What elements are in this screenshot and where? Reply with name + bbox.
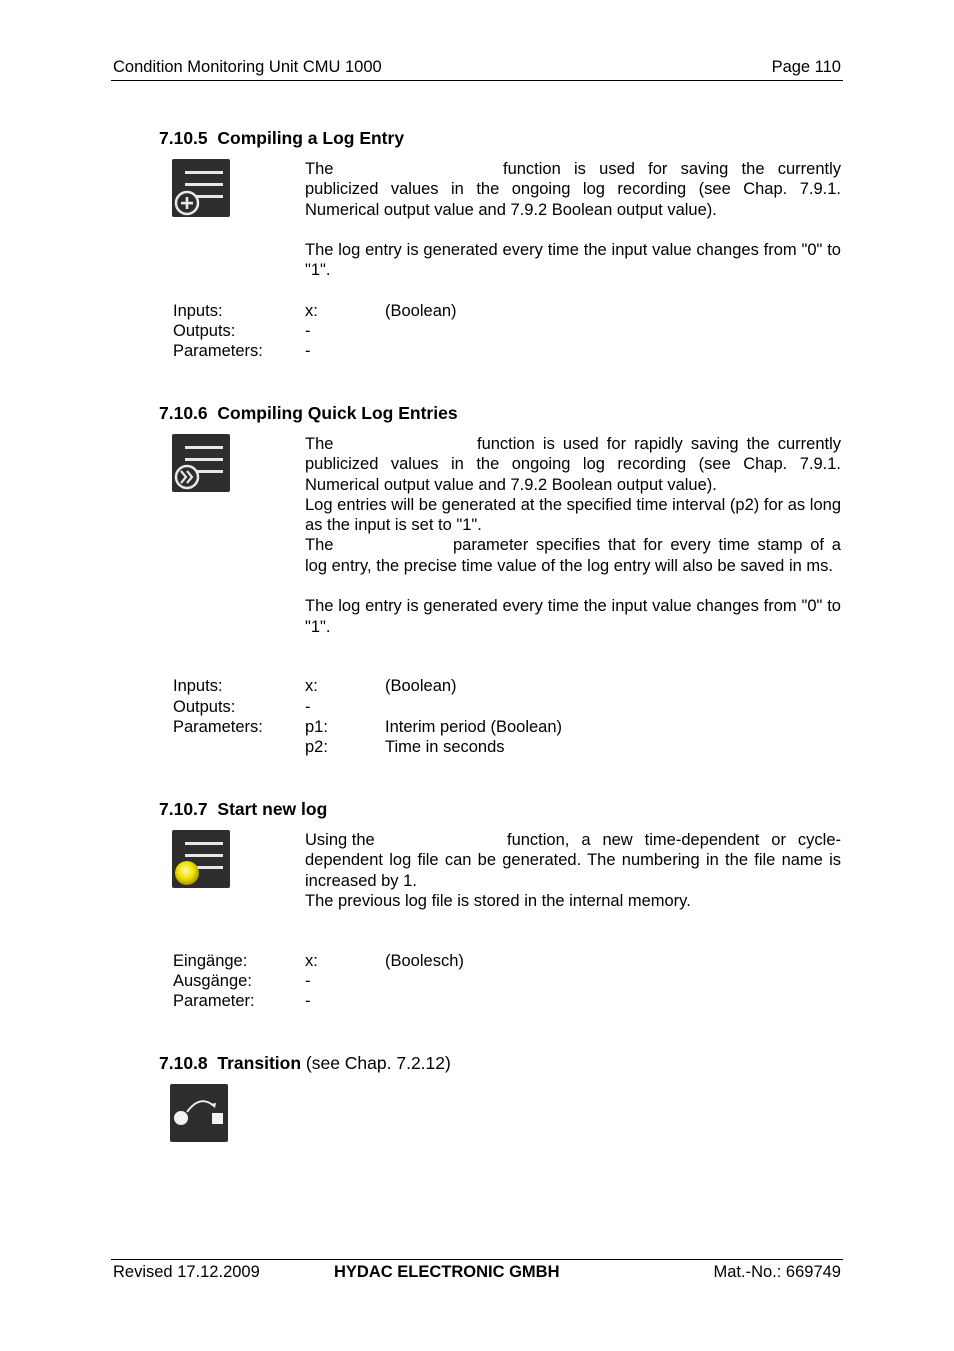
io-description: (Boolesch) bbox=[385, 952, 464, 970]
chapter-reference: (see Chap. 7.2.12) bbox=[305, 1053, 451, 1073]
io-label: Eingänge: bbox=[173, 952, 248, 970]
section-description: The function is used for saving the currently publicized values in the ongoing log recording (see Chap. 7.9.1. Numerical output value and 7.9.2 Boolean output value). The log entry is generated every time the input value changes from "0" to "1". bbox=[305, 160, 841, 280]
section-heading-7-10-8 bbox=[159, 1053, 451, 1074]
footer-rule bbox=[111, 1259, 843, 1260]
footer-revised-date: Revised 17.12.2009 bbox=[113, 1263, 260, 1281]
io-symbol: - bbox=[305, 342, 311, 360]
section-number: 7.10.8 bbox=[159, 1053, 208, 1073]
transition-icon bbox=[170, 1084, 228, 1142]
io-symbol: - bbox=[305, 698, 311, 716]
io-symbol: - bbox=[305, 322, 311, 340]
io-symbol: p1: bbox=[305, 718, 328, 736]
io-symbol: x: bbox=[305, 677, 318, 695]
section-description: Using the function, a new time-dependent or cycle- dependent log file can be generated. The numbering in the file name is increased by 1. The previous log file is stored in the internal memory. bbox=[305, 831, 841, 910]
section-description: The function is used for rapidly saving the currently publicized values in the ongoing log recording (see Chap. 7.9.1. Numerical output value and 7.9.2 Boolean output value). Log entries will be generated at the specified time interval (p2) for as long as the input is set to "1". The parameter specifies that for every time stamp of a log entry, the precise time value of the log entry will also be saved in ms. The log entry is generated every time the input value changes from "0" to "1". bbox=[305, 435, 841, 636]
text-span: function, a new time-dependent or cycle- bbox=[507, 831, 841, 849]
section-title: Compiling a Log Entry bbox=[217, 128, 405, 148]
io-symbol: x: bbox=[305, 302, 318, 320]
section-number: 7.10.5 bbox=[159, 128, 208, 148]
header-title: Condition Monitoring Unit CMU 1000 bbox=[113, 58, 382, 76]
io-description: Time in seconds bbox=[385, 738, 505, 756]
header-rule bbox=[111, 80, 843, 81]
io-description: Interim period (Boolean) bbox=[385, 718, 563, 736]
io-label: Outputs: bbox=[173, 322, 236, 340]
text-span: Using the bbox=[305, 831, 375, 849]
section-number: 7.10.6 bbox=[159, 403, 208, 423]
section-number: 7.10.7 bbox=[159, 799, 208, 819]
paragraph: The log entry is generated every time the input value changes from "0" to "1". bbox=[305, 597, 841, 636]
section-title: Transition bbox=[217, 1053, 302, 1073]
section-heading-7-10-7 bbox=[159, 799, 327, 820]
quick-log-entries-icon bbox=[172, 434, 230, 492]
text-span: The bbox=[305, 435, 334, 453]
section-title: Compiling Quick Log Entries bbox=[217, 403, 458, 423]
io-symbol: - bbox=[305, 972, 311, 990]
paragraph: The log entry is generated every time the input value changes from "0" to "1". bbox=[305, 241, 841, 280]
section-title: Start new log bbox=[217, 799, 328, 819]
paragraph: The previous log file is stored in the internal memory. bbox=[305, 891, 691, 910]
footer-company: HYDAC ELECTRONIC GMBH bbox=[334, 1263, 560, 1281]
io-label: Ausgänge: bbox=[173, 972, 252, 990]
paragraph: Log entries will be generated at the specified time interval (p2) for as long as the input is set to "1". bbox=[305, 495, 841, 535]
io-label: Outputs: bbox=[173, 698, 236, 716]
text-span: The bbox=[305, 536, 334, 555]
io-description: (Boolean) bbox=[385, 677, 457, 695]
io-symbol: - bbox=[305, 992, 311, 1010]
io-symbol: p2: bbox=[305, 738, 328, 756]
io-label: Inputs: bbox=[173, 677, 223, 695]
section-heading-7-10-6 bbox=[159, 403, 458, 424]
text-span: parameter specifies that for every time stamp of a bbox=[453, 536, 841, 555]
new-log-icon bbox=[172, 830, 230, 888]
io-label: Parameter: bbox=[173, 992, 255, 1010]
io-label: Inputs: bbox=[173, 302, 223, 320]
header-page-number: Page 110 bbox=[771, 58, 841, 76]
io-label: Parameters: bbox=[173, 342, 263, 360]
text-span: function is used for saving the currently bbox=[503, 160, 841, 178]
text-span: The bbox=[305, 160, 334, 178]
io-symbol: x: bbox=[305, 952, 318, 970]
log-entry-add-icon bbox=[172, 159, 230, 217]
io-label: Parameters: bbox=[173, 718, 263, 736]
text-span: function is used for rapidly saving the currently bbox=[477, 435, 841, 453]
section-heading-7-10-5 bbox=[159, 128, 404, 149]
io-description: (Boolean) bbox=[385, 302, 457, 320]
footer-material-number: Mat.-No.: 669749 bbox=[713, 1263, 841, 1281]
